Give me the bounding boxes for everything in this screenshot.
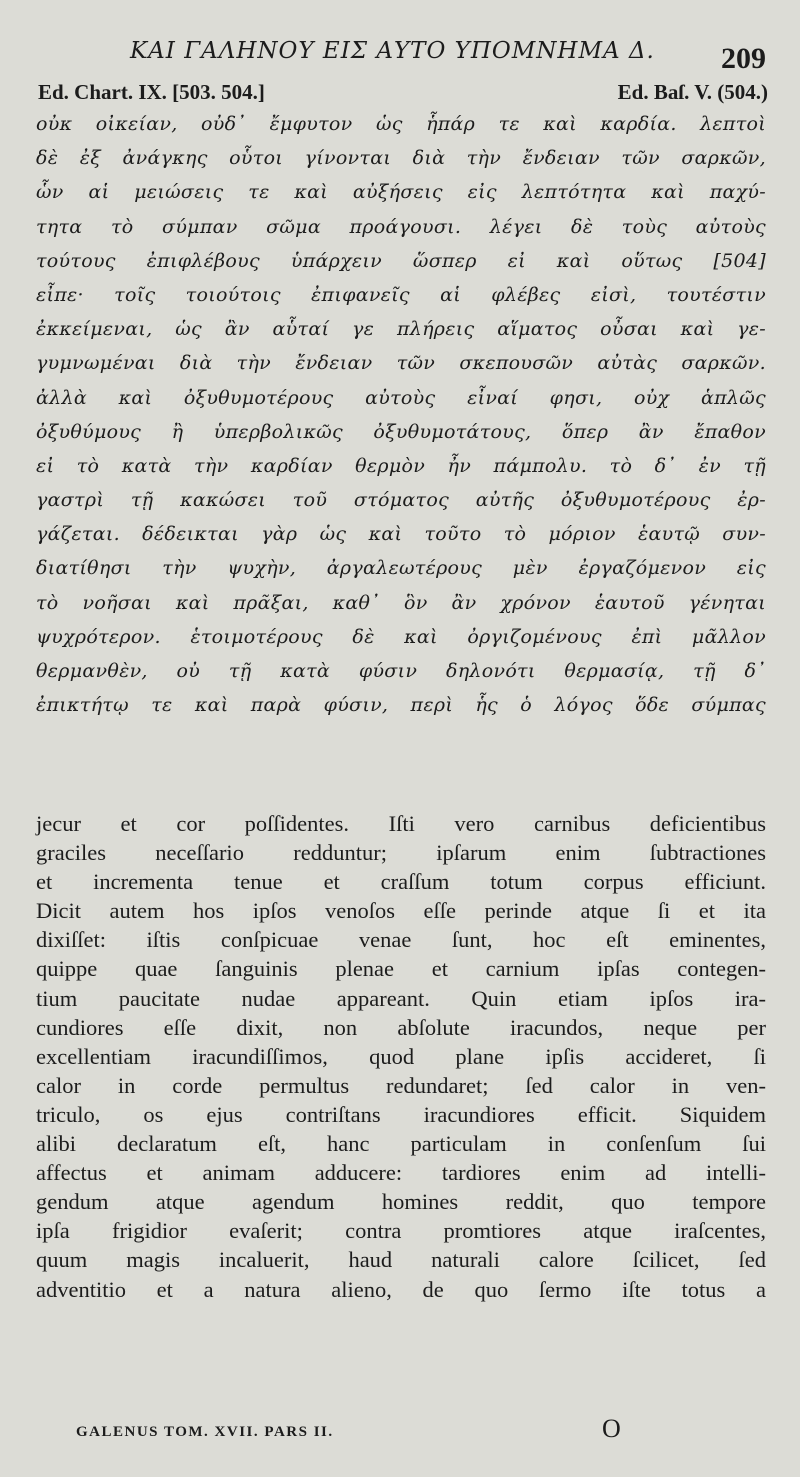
greek-text-line: ὀξυθύμους ἢ ὑπερβολικῶς ὀξυθυμοτάτους, ὅπερ ἂν ἔπαθον	[36, 420, 766, 443]
greek-text-line: γάζεται. δέδεικται γὰρ ὡς καὶ τοῦτο τὸ μόριον ἑαυτῷ συν-	[36, 523, 766, 546]
greek-text-line: εἰ τὸ κατὰ τὴν καρδίαν θερμὸν ἦν πάμπολυ. τὸ δ᾽ ἐν τῇ	[36, 454, 766, 477]
greek-text-block	[36, 107, 766, 722]
greek-text-line: ἐκκείμεναι, ὡς ἂν αὗταί γε πλήρεις αἵματος οὖσαι καὶ γε-	[36, 318, 766, 341]
greek-text-line: ὧν αἱ μειώσεις τε καὶ αὐξήσεις εἰς λεπτότητα καὶ παχύ-	[36, 181, 766, 204]
latin-text-line: affectus et animam adducere: tardiores enim ad intelli-	[36, 1160, 766, 1186]
latin-text-line: ipſa frigidior evaſerit; contra promtiores atque iraſcentes,	[36, 1218, 766, 1244]
edition-basel: Ed. Baſ. V. (504.)	[617, 80, 768, 104]
latin-text-line: alibi declaratum eſt, hanc particulam in conſenſum ſui	[36, 1131, 766, 1157]
signature-line: GALENUS TOM. XVII. PARS II.	[76, 1424, 334, 1440]
greek-text-line: δὲ ἐξ ἀνάγκης οὗτοι γίνονται διὰ τὴν ἔνδειαν τῶν σαρκῶν,	[36, 147, 766, 170]
latin-text-line: excellentiam iracundiſſimos, quod plane ipſis accideret, ſi	[36, 1043, 766, 1069]
greek-text-line: διατίθησι τὴν ψυχὴν, ἀργαλεωτέρους μὲν ἐργαζόμενον εἰς	[36, 557, 766, 580]
greek-text-line: γαστρὶ τῇ κακώσει τοῦ στόματος αὐτῆς ὀξυθυμοτέρους ἐρ-	[36, 489, 766, 512]
greek-text-line: ἀλλὰ καὶ ὀξυθυμοτέρους αὐτοὺς εἶναί φησι, οὐχ ἁπλῶς	[36, 386, 766, 409]
latin-text-line: jecur et cor poſſidentes. Iſti vero carnibus deficientibus	[36, 811, 766, 836]
greek-text-line: εἶπε· τοῖς τοιούτοις ἐπιφανεῖς αἱ φλέβες εἰσὶ, τουτέστιν	[36, 283, 766, 306]
latin-text-line: gendum atque agendum homines reddit, quo tempore	[36, 1189, 766, 1215]
greek-text-line: ψυχρότερον. ἑτοιμοτέρους δὲ καὶ ὀργιζομένους ἐπὶ μᾶλλον	[36, 625, 766, 648]
greek-text-line: γυμνωμέναι διὰ τὴν ἔνδειαν τῶν σκεπουσῶν αὐτὰς σαρκῶν.	[36, 352, 766, 375]
running-title: ΚΑΙ ΓΑΛΗΝΟΥ ΕΙΣ ΑΥΤΟ ΥΠΟΜΝΗΜΑ Δ.	[130, 38, 655, 64]
latin-text-line: et incrementa tenue et craſſum totum corpus efficiunt.	[36, 869, 766, 895]
latin-text-line: triculo, os ejus contriſtans iracundiores efficit. Siquidem	[36, 1101, 766, 1127]
latin-text-line: quum magis incaluerit, haud naturali calore ſcilicet, ſed	[36, 1247, 766, 1273]
greek-text-line: θερμανθὲν, οὐ τῇ κατὰ φύσιν δηλονότι θερμασίᾳ, τῇ δ᾽	[36, 660, 766, 682]
edition-references	[38, 80, 768, 110]
page-number: 209	[721, 42, 766, 75]
greek-text-line: ἐπικτήτῳ τε καὶ παρὰ φύσιν, περὶ ἧς ὁ λόγος ὅδε σύμπας	[36, 694, 766, 717]
latin-text-line: graciles neceſſario redduntur; ipſarum enim ſubtractiones	[36, 840, 766, 866]
greek-text-line: τητα τὸ σύμπαν σῶμα προάγουσι. λέγει δὲ τοὺς αὐτοὺς	[36, 215, 766, 238]
running-head	[0, 38, 800, 78]
signature-mark: O	[602, 1414, 621, 1443]
latin-text-line: cundiores eſſe dixit, non abſolute iracundos, neque per	[36, 1014, 766, 1040]
page-footer	[76, 1414, 656, 1444]
latin-text-line: quippe quae ſanguinis plenae et carnium ipſas contegen-	[36, 956, 766, 982]
latin-text-line: calor in corde permultus redundaret; ſed calor in ven-	[36, 1072, 766, 1098]
latin-text-line: tium paucitate nudae appareant. Quin etiam ipſos ira-	[36, 985, 766, 1011]
greek-text-line: τὸ νοῆσαι καὶ πρᾶξαι, καθ᾽ ὃν ἂν χρόνον ἑαυτοῦ γένηται	[36, 591, 766, 614]
greek-text-line: τούτους ἐπιφλέβους ὑπάρχειν ὥσπερ εἰ καὶ οὕτως [504]	[36, 249, 766, 272]
latin-text-block	[36, 809, 766, 1304]
latin-text-line: Dicit autem hos ipſos venoſos eſſe perinde atque ſi et ita	[36, 898, 766, 924]
latin-text-line: adventitio et a natura alieno, de quo ſermo iſte totus a	[36, 1276, 766, 1302]
greek-text-line: οὐκ οἰκείαν, οὐδ᾽ ἔμφυτον ὡς ἧπάρ τε καὶ καρδία. λεπτοὶ	[36, 113, 766, 135]
latin-text-line: dixiſſet: iſtis conſpicuae venae ſunt, hoc eſt eminentes,	[36, 927, 766, 953]
edition-chartier: Ed. Chart. IX. [503. 504.]	[38, 80, 265, 104]
